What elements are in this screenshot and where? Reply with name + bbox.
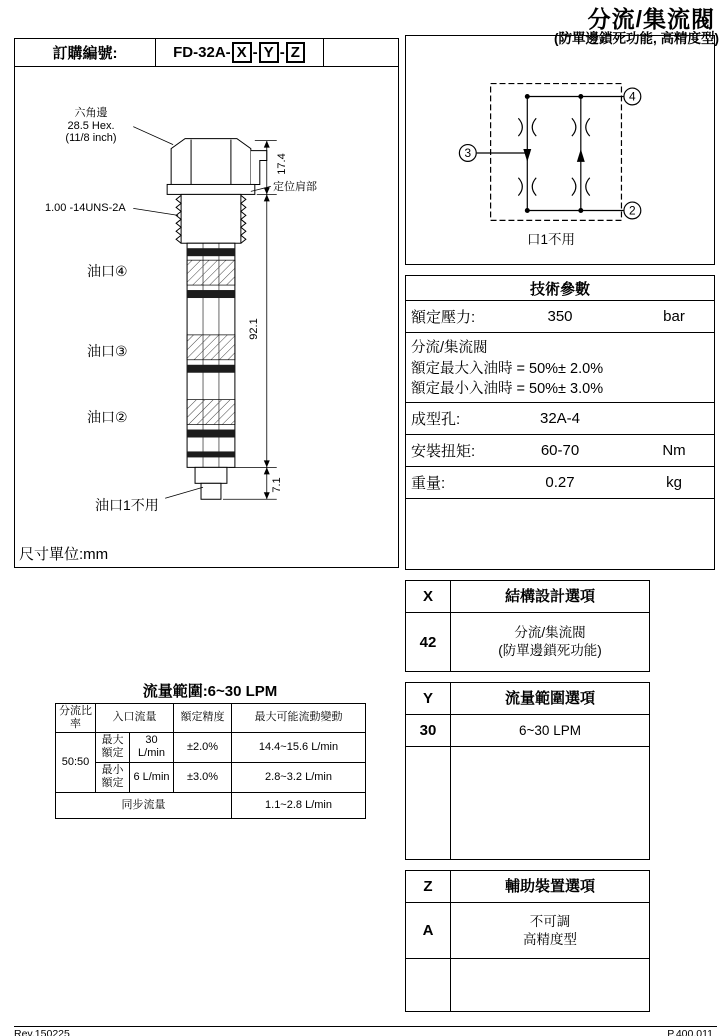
option-x-item-desc — [451, 613, 649, 671]
flow-table-row-max — [56, 732, 366, 762]
weight-row — [406, 467, 714, 499]
option-y-header — [406, 683, 649, 715]
cell-ratio: 50:50 — [56, 732, 96, 792]
page-subtitle: (防單邊鎖死功能, 高精度型) — [554, 31, 719, 46]
option-z-header — [406, 871, 649, 903]
cell-min-variation: 2.8~3.2 L/min — [232, 762, 366, 792]
locating-shoulder-label: 定位肩部 — [273, 181, 317, 193]
footer-page-number: P.400.011 — [667, 1028, 713, 1036]
weight-label: 重量: — [411, 475, 446, 492]
cell-min-label: 最小額定 — [96, 762, 130, 792]
option-y-empty-code-cell — [406, 747, 451, 859]
option-z-item-desc — [451, 903, 649, 958]
dimension-7-1: 7.1 — [271, 477, 283, 493]
option-y-empty-area — [406, 747, 649, 859]
accuracy-spec-block — [406, 333, 714, 403]
page-title: 分流/集流閥 — [587, 6, 715, 32]
footer-revision: Rev.150225 — [14, 1028, 70, 1036]
order-code-z-box: Z — [286, 42, 305, 63]
header-accuracy: 額定精度 — [174, 704, 232, 733]
cell-max-variation: 14.4~15.6 L/min — [232, 732, 366, 762]
drawing-panel — [14, 38, 399, 568]
option-y-item-code: 30 — [406, 715, 451, 746]
flow-table-header-row — [56, 704, 366, 733]
port4-label: 油口④ — [87, 263, 128, 279]
order-number-label: 訂購編號: — [15, 39, 156, 66]
option-z-empty-code-cell — [406, 959, 451, 1011]
order-code-x-box: X — [232, 42, 252, 63]
option-table-y — [405, 682, 650, 860]
port1-unused-label: 油口1不用 — [95, 497, 159, 513]
option-y-title: 流量範圍選項 — [504, 689, 595, 707]
schematic-port3-number: 3 — [464, 145, 472, 160]
order-code-separator: - — [252, 44, 258, 61]
footer-rule — [14, 1026, 717, 1027]
cell-min-accuracy: ±3.0% — [174, 762, 232, 792]
weight-value: 0.27 — [545, 474, 575, 491]
torque-row — [406, 435, 714, 467]
accuracy-line2: 額定最大入油時 = 50%± 2.0% — [411, 360, 604, 377]
schematic-port2-number: 2 — [629, 203, 636, 218]
torque-value: 60-70 — [540, 442, 580, 459]
option-z-title: 輔助裝置選項 — [504, 877, 595, 895]
accuracy-line1: 分流/集流閥 — [411, 340, 488, 356]
flow-range-table — [55, 703, 366, 819]
cavity-row — [406, 403, 714, 435]
cavity-value: 32A-4 — [539, 410, 581, 427]
option-y-empty-desc-cell — [451, 747, 649, 859]
cell-min-flow: 6 L/min — [130, 762, 174, 792]
option-z-item-desc-line1: 不可調 — [529, 913, 571, 929]
cell-sync-value: 1.1~2.8 L/min — [232, 792, 366, 818]
schematic-junctions-and-arrows — [523, 94, 584, 213]
option-table-x — [405, 580, 650, 672]
option-x-header — [406, 581, 649, 613]
order-code-y-box: Y — [259, 42, 279, 63]
header-variation: 最大可能流動變動 — [232, 704, 366, 733]
option-x-item-42 — [406, 613, 649, 671]
option-x-item-desc-line2: (防單邊鎖死功能) — [498, 643, 602, 658]
option-z-item-code: A — [406, 903, 451, 958]
thread-spec-label: 1.00 -14UNS-2A — [45, 202, 126, 214]
flow-range-title: 流量範圍:6~30 LPM — [142, 683, 278, 700]
option-x-item-desc-line1: 分流/集流閥 — [514, 625, 586, 641]
schematic-port1-note: 口1不用 — [526, 232, 575, 247]
accuracy-line3: 額定最小入油時 = 50%± 3.0% — [411, 381, 604, 398]
rated-pressure-row — [406, 301, 714, 333]
option-table-z — [405, 870, 650, 1012]
header-inlet-flow: 入口流量 — [96, 704, 174, 733]
option-z-item-desc-line2: 高精度型 — [523, 931, 577, 947]
cell-sync-label: 同步流量 — [56, 792, 232, 818]
option-z-empty-area — [406, 959, 649, 1011]
option-y-item-desc — [451, 715, 649, 746]
cell-max-accuracy: ±2.0% — [174, 732, 232, 762]
hex-size-line3: (11/8 inch) — [65, 132, 117, 145]
tech-specs-panel — [405, 275, 715, 570]
rated-pressure-label: 額定壓力: — [411, 309, 476, 326]
option-z-item-a — [406, 903, 649, 959]
schematic-lines — [459, 84, 640, 221]
option-y-item-desc-line1: 6~30 LPM — [519, 722, 581, 738]
cell-max-label: 最大額定 — [96, 732, 130, 762]
option-z-code: Z — [406, 871, 451, 902]
port3-label: 油口③ — [87, 343, 128, 359]
header-ratio: 分流比率 — [56, 704, 96, 733]
hex-size-label — [53, 107, 129, 145]
torque-unit: Nm — [662, 442, 686, 459]
torque-label: 安裝扭矩: — [411, 443, 476, 460]
option-z-empty-desc-cell — [451, 959, 649, 1011]
order-code-prefix: FD-32A- — [173, 44, 231, 61]
weight-unit: kg — [666, 474, 682, 491]
order-code-separator: - — [279, 44, 285, 61]
flow-table-row-sync — [56, 792, 366, 818]
flow-table-row-min — [56, 762, 366, 792]
cavity-label: 成型孔: — [411, 411, 461, 428]
option-x-code: X — [406, 581, 451, 612]
hex-size-line2: 28.5 Hex. — [67, 119, 115, 132]
rated-pressure-value: 350 — [547, 308, 573, 325]
option-x-title: 結構設計選項 — [504, 587, 595, 605]
hydraulic-schematic-panel — [405, 35, 715, 265]
option-x-item-code: 42 — [406, 613, 451, 671]
cell-max-flow: 30 L/min — [130, 732, 174, 762]
dimension-17-4: 17.4 — [276, 153, 288, 175]
dimension-unit-note: 尺寸單位:mm — [19, 546, 109, 563]
rated-pressure-unit: bar — [663, 308, 685, 325]
tech-specs-title: 技術參數 — [406, 276, 714, 301]
dimension-92-1: 92.1 — [248, 318, 260, 340]
schematic-port4-number: 4 — [629, 89, 636, 104]
option-y-item-30 — [406, 715, 649, 747]
option-y-code: Y — [406, 683, 451, 714]
port2-label: 油口② — [87, 409, 128, 425]
hex-size-line1: 六角邊 — [74, 107, 108, 119]
